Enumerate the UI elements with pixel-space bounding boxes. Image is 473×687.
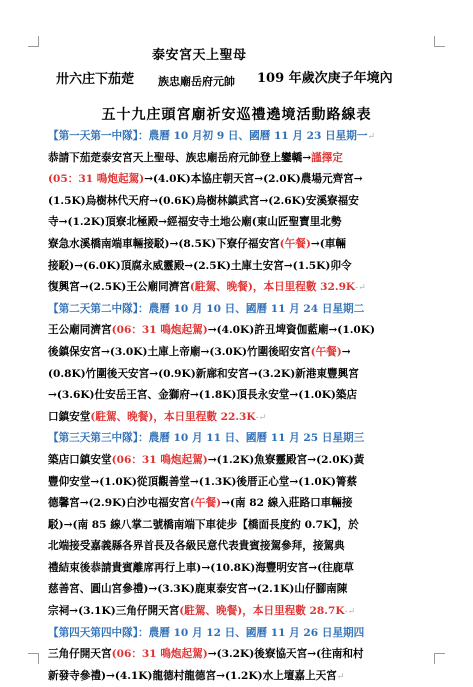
- route-text: 後鎮保安宮→(3.0K)土庫上帝廟→(3.0K)竹圍後昭安宮: [48, 345, 311, 358]
- paragraph-mark: -↵: [344, 607, 356, 618]
- highlight-text: (午餐): [310, 345, 342, 358]
- route-text: 德馨宮→(2.9K)白沙屯福安宮: [48, 497, 190, 510]
- route-text: 豐仰安堂→(1.0K)從頂觀善堂→(1.3K)後厝正心堂→(1.0K)箐蔡: [48, 475, 358, 488]
- route-line: [48, 450, 430, 472]
- route-line: [48, 234, 430, 256]
- route-line: [48, 623, 430, 645]
- day-header: 【第四天第四中隊】：農曆 10 月 12 日、國曆 11 月 26 日星期四: [48, 626, 365, 639]
- paragraph-mark: -↵: [355, 283, 366, 294]
- route-line: [48, 126, 430, 148]
- route-text: 築店口鎮安堂: [48, 453, 112, 466]
- route-line: [48, 428, 430, 450]
- route-text: →(3.6K)仕安岳王宮、金獅府→(1.8K)頂長永安堂→(1.0K)築店: [48, 389, 358, 402]
- day-header: 【第一天第一中隊】：農曆 10 月初 9 日、國曆 11 月 23 日星期一: [48, 130, 368, 142]
- route-line: [48, 342, 430, 364]
- route-line: [48, 299, 430, 321]
- document-title: [0, 44, 473, 94]
- highlight-text: (午餐): [279, 237, 311, 250]
- highlight-text: (05：31 鳴炮起駕): [48, 173, 145, 186]
- highlight-text: (06：31 鳴炮起駕): [111, 648, 208, 661]
- route-text: 寺→(1.2K)頂寮北極殿→經福安寺土地公廟(東山匠聖寶里北勢: [48, 216, 342, 229]
- route-text: →(1.2K)魚寮靈殿宮→(2.0K)黃: [207, 453, 365, 466]
- route-line: [48, 579, 430, 601]
- route-text: 慈善宮、圓山宮參禮)→(3.3K)鹿東泰安宮→(2.1K)山仔腳南陳: [48, 583, 348, 596]
- highlight-text: (06：31 鳴炮起駕): [111, 453, 208, 466]
- route-text: 口鎮安堂: [48, 410, 91, 423]
- route-text: 接駁)→(6.0K)頂腐永威靈殿→(2.5K)土庫土安宮→(1.5K)卯令: [48, 259, 352, 272]
- highlight-text: (駐駕、晚餐)，本日里程數 28.7K: [179, 605, 345, 618]
- route-text: 復興宮→(2.5K)王公廟同濟宮: [48, 281, 190, 294]
- title-year: 109 年歲次庚子年境內: [257, 71, 393, 86]
- route-line: [48, 277, 430, 299]
- route-line: [48, 601, 430, 623]
- route-text: 王公廟同濟宮: [48, 324, 112, 337]
- page-corner-mark: [434, 653, 445, 664]
- route-text: 三角仔開天宮: [48, 648, 112, 661]
- route-text: 新發寺參禮)→(4.1K)龍德村龍德宮→(1.2K)水上壇嘉上天宮: [48, 669, 337, 682]
- route-line: [48, 212, 430, 234]
- route-text: →(3.2K)後寮協天宮→(往南和村: [207, 648, 364, 661]
- highlight-text: (午餐): [189, 497, 222, 510]
- route-text: →(車輛: [310, 237, 346, 250]
- route-text: 寮急水溪橋南端車輛接駁)→(8.5K)下寮仔福安宮: [48, 237, 280, 250]
- title-temple-name: 泰安宮天上聖母: [152, 48, 247, 63]
- route-line: [48, 169, 430, 191]
- route-text: 駁)→(南 85 線八掌二號橋南端下車徒步【橋面長度約 0.7K】，於: [48, 518, 359, 531]
- route-line: [48, 407, 430, 429]
- route-text: 北端接受嘉義縣各界首長及各級民意代表貴賓接駕參拜，接駕典: [48, 540, 345, 553]
- route-line: [48, 148, 430, 170]
- page-corner-mark: [28, 653, 39, 664]
- route-line: [48, 666, 430, 687]
- highlight-text: (駐駕、晚餐)，本日里程數 32.9K: [189, 281, 356, 294]
- title-second-temple: 族忠廟岳府元帥: [158, 75, 235, 88]
- paragraph-mark: ↵: [367, 132, 376, 142]
- route-line: [48, 385, 430, 407]
- paragraph-mark: ↵: [336, 671, 345, 682]
- route-schedule-body: [48, 126, 430, 687]
- route-text: 禮結束後恭請貴賓離席再行上車)→(10.8K)海豐明安宮→(往鹿草: [48, 561, 354, 574]
- route-line: [48, 558, 430, 580]
- title-village: 卅六庄下茄萣: [56, 72, 135, 87]
- route-line: [48, 256, 430, 278]
- route-text: →(南 82 線入莊路口車輛接: [221, 497, 353, 510]
- route-text: (1.5K)烏樹林代天府→(0.6K)烏樹林鎮武宮→(2.6K)安溪寮福安: [48, 194, 359, 207]
- route-line: [48, 493, 430, 515]
- route-line: [48, 191, 430, 213]
- route-line: [48, 515, 430, 537]
- highlight-text: (06：31 鳴炮起駕): [111, 324, 208, 337]
- day-header: 【第二天第二中隊】：農曆 10 月 10 日、國曆 11 月 24 日星期二: [48, 302, 365, 315]
- document-subtitle: 五十九庄頭宮廟祈安巡禮遶境活動路線表: [101, 107, 372, 123]
- highlight-text: (駐駕、晚餐)，本日里程數 22.3K: [90, 410, 256, 423]
- route-text: →(4.0K)許丑埤資伽藍廟→(1.0K): [207, 324, 375, 337]
- route-line: [48, 644, 430, 666]
- route-line: [48, 320, 430, 342]
- route-text: →: [341, 345, 351, 358]
- route-line: [48, 364, 430, 386]
- route-line: [48, 536, 430, 558]
- route-text: 宗祠→(3.1K)三角仔開天宮: [48, 605, 180, 618]
- route-text: (0.8K)竹圍後天安宮→(0.9K)新廍和安宮→(3.2K)新港東豐興宮: [48, 367, 359, 380]
- day-header: 【第三天第三中隊】：農曆 10 月 11 日、國曆 11 月 25 日星期三: [48, 432, 365, 445]
- highlight-text: 謹擇定: [311, 151, 343, 164]
- route-text: →(4.0K)本協庄朝天宮→(2.0K)農場元齊宮→: [144, 173, 363, 186]
- paragraph-mark: -↵: [255, 412, 267, 423]
- route-text: 恭請下茄萣泰安宮天上聖母、族忠廟岳府元帥登上鑾轎→: [48, 151, 312, 164]
- route-line: [48, 472, 430, 494]
